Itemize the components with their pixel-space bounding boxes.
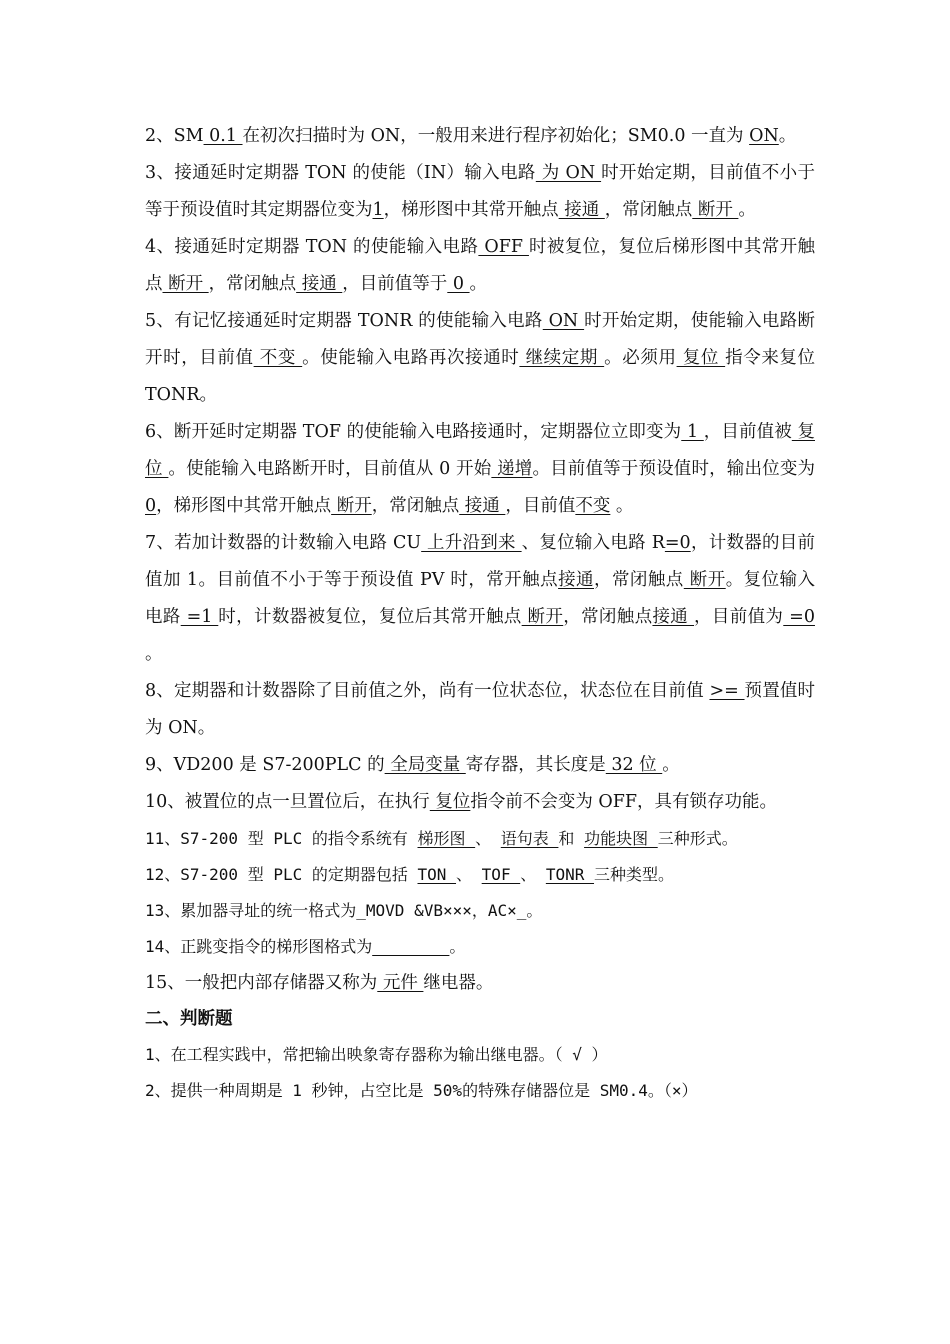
document-content [145, 118, 815, 1109]
question-text: 寄存器，其长度是 [465, 755, 606, 775]
question-text: 6、断开延时定期器 TOF 的使能输入电路接通时，定期器位立即变为 [145, 422, 682, 442]
answer-blank: TON [417, 865, 457, 884]
fill-in-questions [145, 118, 815, 821]
answer-blank: =0 [664, 533, 691, 553]
answer-blank: 功能块图 [584, 829, 658, 848]
answer-blank: 接通 [296, 274, 343, 294]
question-text: 。 [662, 755, 680, 775]
question-text: 10、被置位的点一旦置位后，在执行 [145, 792, 430, 812]
question-text: 。 [610, 496, 634, 516]
question-text: 。使能输入电路断开时，目前值从 0 开始 [168, 459, 492, 479]
answer-blank: 0.1 [203, 126, 243, 146]
question-text: 3、接通延时定期器 TON 的使能（IN）输入电路 [145, 163, 536, 183]
question-text: ，梯形图中其常开触点 [156, 496, 332, 516]
question-text: 指令来复位 TONR。 [145, 348, 816, 405]
question-text: 、 [456, 865, 482, 884]
answer-blank: 接通 [459, 496, 506, 516]
answer-blank: =0 [783, 607, 815, 627]
question-q4 [145, 229, 815, 303]
question-text: 和 [558, 829, 585, 848]
question-text: 时，计数器被复位，复位后其常开触点 [218, 607, 522, 627]
answer-blank: 复位 [145, 422, 815, 479]
question-text: 13、累加器寻址的统一格式为_MOVD &VB×××，AC×_。 [145, 901, 543, 920]
question-text: 、 [520, 865, 546, 884]
answer-blank: 上升沿到来 [421, 533, 522, 553]
question-text: 。 [738, 200, 756, 220]
question-15 [145, 965, 815, 1001]
question-text: 8、定期器和计数器除了目前值之外，尚有一位状态位，状态位在目前值 [145, 681, 710, 701]
answer-blank: TONR [545, 865, 595, 884]
question-text: 预置值时为 ON。 [145, 681, 816, 738]
question-text: 7、若加计数器的计数输入电路 CU [145, 533, 422, 553]
answer-blank: 递增 [491, 459, 533, 479]
answer-blank: >= [709, 681, 745, 701]
question-text: ，计数器的目前值加 1。目前值不小于等于预设值 PV 时，常开触点 [145, 533, 815, 590]
answer-blank: 1 [681, 422, 704, 442]
question-q3 [145, 155, 815, 229]
answer-blank: 接通 [558, 570, 594, 590]
judgement-questions [145, 1037, 815, 1109]
answer-blank: 断开 [683, 570, 726, 590]
judgement-j1: 1、在工程实践中，常把输出映象寄存器称为输出继电器。（ √ ） [145, 1045, 608, 1064]
question-text: ，常闭触点 [604, 200, 693, 220]
question-text: 11、S7-200 型 PLC 的指令系统有 [145, 829, 418, 848]
question-text: ，目前值等于 [342, 274, 448, 294]
question-text: ，目前值被 [703, 422, 792, 442]
answer-blank: =1 [180, 607, 219, 627]
question-text: ，常闭触点 [563, 607, 653, 627]
question-text: ，目前值为 [694, 607, 784, 627]
answer-blank: 接通 [558, 200, 605, 220]
question-q9 [145, 747, 815, 784]
answer-blank: 断开 [692, 200, 739, 220]
answer-blank: 不变 [253, 348, 303, 368]
section-heading-judgement: 二、判断题 [145, 1009, 233, 1029]
question-text: 时开始定期，目前值不小于等于预设值时其定期器位变为 [145, 163, 815, 220]
question-text: 2、SM [145, 126, 204, 146]
question-text: 。复位输入电路 [145, 570, 815, 627]
question-text: 。 [778, 126, 797, 146]
question-text: 时被复位，复位后梯形图中其常开触点 [145, 237, 816, 294]
question-q14 [145, 929, 815, 965]
answer-blank: ON [749, 126, 779, 146]
answer-blank: ON [542, 311, 585, 331]
answer-blank: 0 [145, 496, 157, 516]
question-q8 [145, 673, 815, 747]
question-text: 。必须用 [604, 348, 677, 368]
answer-blank: 为 ON [535, 163, 602, 183]
question-text: ，常闭触点 [371, 496, 460, 516]
answer-blank: 复位 [429, 792, 471, 812]
question-q11 [145, 821, 815, 857]
question-text: 三种类型。 [594, 865, 675, 884]
question-q10 [145, 784, 815, 821]
answer-blank: 0 [447, 274, 470, 294]
answer-blank: 不变 [575, 496, 611, 516]
question-text: 指令前不会变为 OFF，具有锁存功能。 [470, 792, 778, 812]
question-text: 4、接通延时定期器 TON 的使能输入电路 [145, 237, 479, 257]
question-text: 在初次扫描时为 ON，一般用来进行程序初始化；SM0.0 一直为 [242, 126, 750, 146]
question-q2 [145, 118, 815, 155]
question-text: 时开始定期，使能输入电路断开时，目前值 [145, 311, 815, 368]
question-text: 、 [475, 829, 501, 848]
question-text: 。 [469, 274, 488, 294]
question-text: 继电器。 [423, 973, 494, 993]
fill-in-questions-cont [145, 821, 815, 965]
question-text: 。 [449, 937, 466, 956]
question-q7 [145, 525, 815, 673]
answer-blank: 元件 [377, 973, 424, 993]
answer-blank: 梯形图 [417, 829, 476, 848]
question-text: ，梯形图中其常开触点 [383, 200, 559, 220]
answer-blank: 继续定期 [519, 348, 605, 368]
answer-blank: 断开 [521, 607, 564, 627]
question-text: ，常闭触点 [594, 570, 684, 590]
question-text: 12、S7-200 型 PLC 的定期器包括 [145, 865, 418, 884]
answer-blank: 32 位 [605, 755, 663, 775]
question-text: 14、正跳变指令的梯形图格式为 [145, 937, 373, 956]
answer-blank: 断开 [162, 274, 209, 294]
question-text: 。使能输入电路再次接通时 [302, 348, 520, 368]
answer-blank: 全局变量 [384, 755, 466, 775]
answer-blank: 语句表 [500, 829, 559, 848]
question-text: 、复位输入电路 R [521, 533, 665, 553]
question-q12 [145, 857, 815, 893]
question-text: 9、VD200 是 S7-200PLC 的 [145, 755, 385, 775]
question-text: 15、一般把内部存储器又称为 [145, 973, 378, 993]
question-text: ，目前值 [505, 496, 576, 516]
question-text: 5、有记忆接通延时定期器 TONR 的使能输入电路 [145, 311, 543, 331]
question-q6 [145, 414, 815, 525]
answer-blank: 1 [372, 200, 384, 220]
question-q13 [145, 893, 815, 929]
question-text: 。目前值等于预设值时，输出位变为 [532, 459, 815, 479]
question-text: 三种形式。 [657, 829, 738, 848]
question-text: ，常闭触点 [208, 274, 297, 294]
answer-blank: OFF [478, 237, 529, 257]
answer-blank: 接通 [652, 607, 695, 627]
answer-blank: TOF [481, 865, 521, 884]
judgement-j2: 2、提供一种周期是 1 秒钟，占空比是 50%的特殊存储器位是 SM0.4。（×） [145, 1081, 698, 1100]
answer-blank: 复位 [676, 348, 726, 368]
question-q5 [145, 303, 815, 414]
question-text: 。 [145, 644, 163, 664]
answer-blank: 断开 [331, 496, 372, 516]
answer-blank: ________ [372, 937, 450, 956]
